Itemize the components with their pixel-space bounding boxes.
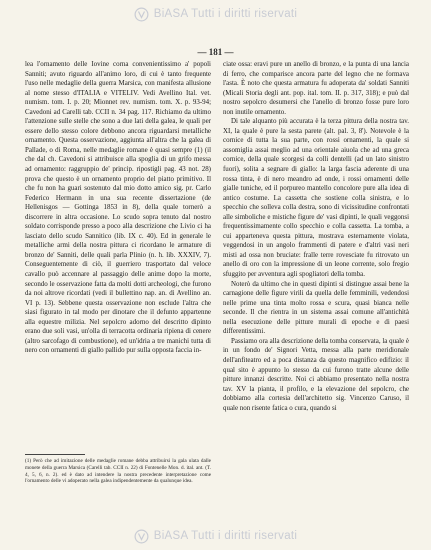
- left-column: [25, 60, 211, 480]
- watermark-banner-bottom: [0, 525, 431, 547]
- left-paragraph-1: lea l'ornamento delle Iovine corna convenientissimo a' popoli Sanniti; avuto riguardo all'animo loro, di cui è tanto frequente l'uso nelle medaglie della guerra Marsica, con manifesta allusione al nome stesso d'ITALIA e VITELIV. Vedi Avellino Ital. vet. numism. tom. I. p. 20; Mionnet rev. numism. tom. X. p. 93-94; Cavedoni ad Carelli tab. CCII n. 34 pag. 117. Richiamo da ultimo l'attenzione sulle stelle che sono a due lati della galea, le quali per essere dello stesso colore debbono ancora riguardarsi metalliche ornamento. Questa osservazione, aggiunta all'altra che la galea di Pallade, o di Roma, nelle medaglie romane è quasi sempre (1) (il che dal ch. Cavedoni si attribuisce alla spoglia di un grifo messa ad ornamento: raggruppio de' princip. ripostigli pag. 43 not. 28) prova che questo è un ornamento proprio del piatto primitivo. Il che fu non ha guari sostenuto dal mio dotto amico sig. pr. Carlo Federico Hermann in una sua recente dissertazione (de Hellenisgos — Gottinga 1853 in 8), della quale tornerò a discorrere in altra occasione. Lo scudo sopra tenuto dal nostro soldato corrisponde presso a poco alla descrizione che Livio ci ha lasciato dello scudo Sannitico (lib. IX c. 40). Ed in generale le metalliche armi della nostra pittura ci ricordano le armature di bronzo de' Sanniti, delle quali parla Plinio (n. h. lib. XXXIV, 7). Conseguentemente di ciò, il guerriero trasportato dal veloce cavallo può accennare al passaggio delle anime dopo la morte, secondo le osservazione fatta da molti dotti archeologi, che furono da noi altrove ricordati (vedi il bullettino nap. an. di Avellino an. VI p. 13). Sebbene questa osservazione non esclude l'altra che siasi figurato in tal modo per dinotare che il defunto appartenne alla equestre milizia. Nel sepolcro adorno del descritto dipinto erano due soli vasi, un'olla di terracotta ordinaria ripiena di cenere (altro sarcofago di combustione), ed un'idria a tre manichi tutta di nero con ornamenti di giallo pallido pur sulla opposta faccia in-: [25, 60, 211, 355]
- right-paragraph-1: ciate ossa: eravi pure un anello di bronzo, e la punta di una lancia di ferro, che comparisce ancora parte del legno che ne formava l'asta. È noto che questa armatura fu adoperata da' soldati Sanniti (Micali Storia degli ant. pop. ital. tom. II. p. 317, 318); e può dal nostro sepolcro desumersi che l'anello di bronzo fosse pure loro non inutile ornamento.: [223, 60, 409, 116]
- right-paragraph-2: Di tale alquanto più accurata è la terza pittura della nostra tav. XI, la quale è pure la sesta parete (alt. pal. 3, 8'). Notevole è la cornice di tutta la sua parte, con rossi ornamenti, la quale si assomiglia assai meglio ad una orientale aiuola che ad una greca cornice, della quale scorgesi da colli dentelli (ad un lato sinistro fuori), solita a segnare di giallo: la larga fascia aderente di una rossa tinta, è di nero meandro ad onde, i rossi ornamenti delle gialle tuniche, ed il porpureo mantello concolore pure alla idea di antico costume. La cassetta che sostiene colla sinistra, e lo specchio che solleva colla destra, sono di vicissitudine confrontati alle simboliche e mistiche figure de' vasi dipinti, le quali veggonsi frequentissimamente collo specchio e colla cassetta. La tomba, a cui apparteneva questa pittura, mostrava esternamente violata, veggendosi in un angolo frammenti di patere e d'altri vasi neri misti ad ossa non bruciate: fralle terre rovesciate fu ritrovato un anello di oro con la impressione di un leone corrente, solo fregio sfuggito per avventura agli spogliatori della tomba.: [223, 117, 409, 279]
- watermark-banner-top: [0, 3, 431, 25]
- text-columns: [25, 60, 409, 480]
- page-number: — 181 —: [197, 47, 234, 57]
- footnote: (1) Però che ad imitazione delle medaglie romane debba attribuirsi la gala ulata dalle monete della guerra Marsica (Carelli tab. CCII n. 22) di Fontenelle Mon. d. ital. ant. (T. 4, 5, 6, n. 2). ed è dato ad intendere la nostra precedente interpretazione come l'ornamento delle vi adoperato nella galea indipendentemente da qualunque idea.: [25, 458, 211, 485]
- right-column: [223, 60, 409, 480]
- right-paragraph-4: Passiamo ora alla descrizione della tomba conservata, la quale è in un fondo de' Signori Vetta, messa alla parte meridionale dell'anfiteatro ed a poca distanza da questo magnifico edifizio: il qual sito è appunto lo stesso da cui furono tratte alcune delle pitture innanzi descritte. Noi ci abbiamo presentato nella nostra tav. XV la pianta, il profilo, e la elevazione del sepolcro, che dobbiamo alla cortesia dell'architetto sig. Vincenzo Caruso, il quale non risente fatica o cura, quando si: [223, 336, 409, 412]
- watermark-text-top: BiASA Tutti i diritti riservati: [153, 8, 298, 20]
- footnote-divider: [25, 454, 85, 455]
- watermark-text-bottom: BiASA Tutti i diritti riservati: [153, 530, 298, 542]
- right-paragraph-3: Noterò da ultimo che in questi dipinti si distingue assai bene la carnagione delle figure virili da quella delle femminili, vedendosi nelle prime una tinta molto rossa e scura, quasi bianca nelle seconde. Il che rientra in un sistema assai comune all'antichità nella esecuzione delle pitture murali di epoche e di paesi differentissimi.: [223, 279, 409, 336]
- biasa-logo-icon: [134, 529, 149, 544]
- biasa-logo-icon: [134, 7, 149, 22]
